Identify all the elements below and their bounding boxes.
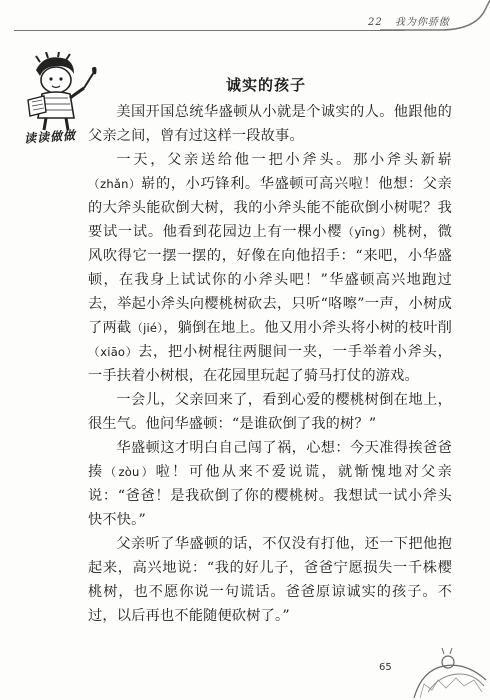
header-rule [14,30,404,31]
footer-page-number: 65 [379,662,392,673]
article-body [88,100,452,628]
paragraph-1: 美国开国总统华盛顿从小就是个诚实的人。他跟他的父亲之间，曾有过这样一段故事。 [88,104,452,144]
paragraph-2 [88,148,452,388]
pinyin-annotation: （jié） [131,321,164,335]
article-title: 诚实的孩子 [226,76,307,94]
pinyin-annotation: （yīng） [342,225,393,239]
pinyin-annotation: （xiāo） [88,345,139,359]
pinyin-annotation: （zhǎn） [88,177,142,191]
paragraph-4 [88,436,452,532]
paragraph-5: 父亲听了华盛顿的话，不仅没有打他，还一下把他抱起来，高兴地说：“我的好儿子，爸爸宁愿损失一千株樱桃树，也不愿你说一句谎话。爸爸原谅诚实的孩子。不过，以后再也不能随便砍树了。” [88,536,452,624]
header-unit-title: 我为你骄傲 [394,17,450,28]
paragraph-3: 一会儿，父亲回来了，看到心爱的樱桃树倒在地上，很生气。他问华盛顿：“是谁砍倒了我的树？” [88,392,452,432]
section-caption: 读读做做 [23,128,77,146]
header-page-number: 22 [368,17,383,28]
text-run: 一天，父亲送给他一把小斧头。那小斧头新崭 [116,152,452,168]
corner-sketch-decoration [400,640,490,700]
text-run: 啦！可他从来不爱说谎，就惭愧地对父亲说：“爸爸！是我砍倒了你的樱桃树。我想试一试小斧头快不快。” [88,464,452,528]
pinyin-annotation: （zòu） [104,465,156,479]
running-header [368,13,450,28]
text-run: 去，把小树棍往两腿间一夹，一手举着小斧头，一手扶着小树根，在花园里玩起了骑马打仗的游戏。 [88,344,452,384]
text-run: ，躺倒在地上。他又用小斧头将小树的枝叶削 [163,320,452,336]
text-run: 崭的，小巧锋利。华盛顿可高兴啦！他想：父亲的大斧头能砍倒大树，我的小斧头能不能砍倒小树呢？我要试一试。他看到花园边上有一棵小樱 [88,176,452,240]
text-run: 桃树，微风吹得它一摆一摆的，好像在向他招手：“来吧，小华盛顿，在我身上试试你的小斧头吧！”华盛顿高兴地跑过去，举起小斧头向樱桃树砍去，只听“咯嚓”一声，小树成了两截 [88,224,452,336]
text-run: 华盛顿这才明白自己闯了祸，心想：今天准得挨爸爸揍 [88,440,452,480]
